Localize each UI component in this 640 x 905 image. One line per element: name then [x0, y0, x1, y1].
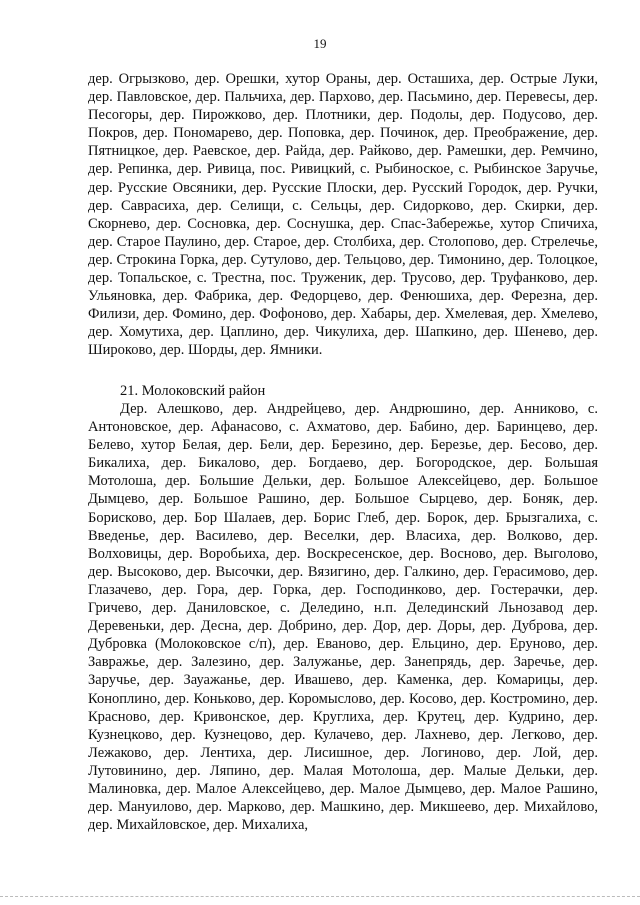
page-number: 19 [313, 36, 327, 51]
section-heading: 21. Молоковский район [120, 383, 266, 399]
settlement-list-paragraph: дер. Огрызково, дер. Орешки, хутор Ораны, дер. Осташиха, дер. Острые Луки, дер. Павловское, дер. Пальчиха, дер. Пархово, дер. Пасьмино, дер. Перевесы, дер. Песогоры, дер. Пирожково, дер. Плотники, дер. Подолы, дер. Подусово, дер. Покров, дер. Пономарево, дер. Поповка, дер. Починок, дер. Преображение, дер. Пятницкое, дер. Раевское, дер. Райда, дер. Райково, дер. Рамешки, дер. Ремчино, дер. Репинка, дер. Ривица, пос. Ривицкий, с. Рыбиноское, с. Рыбинское Заручье, дер. Русские Овсяники, дер. Русские Плоски, дер. Русский Городок, дер. Ручки, дер. Саврасиха, дер. Селищи, с. Сельцы, дер. Сидорково, дер. Скирки, дер. Скорнево, дер. Сосновка, дер. Соснушка, дер. Спас-Забережье, хутор Спичиха, дер. Старое Паулино, дер. Старое, дер. Столбиха, дер. Столопово, дер. Стрелечье, дер. Строкина Горка, дер. Сутулово, дер. Тельцово, дер. Тимонино, дер. Толоцкое, дер. Топальское, с. Трестна, пос. Труженик, дер. Трусово, дер. Труфанково, дер. Ульяновка, дер. Фабрика, дер. Федорцево, дер. Фенюшиха, дер. Ферезна, дер. Филизи, дер. Фомино, дер. Фофоново, дер. Хабары, дер. Хмелевая, дер. Хмелево, дер. Хомутиха, дер. Цаплино, дер. Чикулиха, дер. Шапкино, дер. Шенево, дер. Широково, дер. Шорды, дер. Ямники. [88, 71, 598, 359]
scan-edge-line [0, 896, 640, 897]
settlement-list-paragraph-molokovsky: Дер. Алешково, дер. Андрейцево, дер. Андрюшино, дер. Анниково, с. Антоновское, дер. Афанасово, с. Ахматово, дер. Бабино, дер. Баринцево, дер. Белево, хутор Белая, дер. Бели, дер. Березино, дер. Березье, дер. Бесово, дер. Бикалиха, дер. Бикалово, дер. Богдаево, дер. Богородское, дер. Большая Мотолоша, дер. Большие Дельки, дер. Большое Алексейцево, дер. Большое Дымцево, дер. Большое Рашино, дер. Большое Сырцево, дер. Боняк, дер. Борисково, дер. Бор Шалаев, дер. Борис Глеб, дер. Борок, дер. Брызгалиха, с. Введенье, дер. Василево, дер. Веселки, дер. Власиха, дер. Волково, дер. Волховицы, дер. Воробьиха, дер. Воскресенское, дер. Восново, дер. Выголово, дер. Высоково, дер. Высочки, дер. Вязигино, дер. Галкино, дер. Герасимово, дер. Глазачево, дер. Гора, дер. Горка, дер. Господинково, дер. Гостерачки, дер. Гричево, дер. Даниловское, с. Деледино, н.п. Делединский Льнозавод дер. Деревеньки, дер. Десна, дер. Добрино, дер. Дор, дер. Доры, дер. Дуброва, дер. Дубровка (Молоковское с/п), дер. Еваново, дер. Ельцино, дер. Еруново, дер. Завражье, дер. Залезино, дер. Залужанье, дер. Занепрядь, дер. Заречье, дер. Заручье, дер. Зауажанье, дер. Ивашево, дер. Каменка, дер. Комарицы, дер. Коноплино, дер. Коньково, дер. Коромыслово, дер. Косово, дер. Костромино, дер. Красново, дер. Кривонское, дер. Круглиха, дер. Крутец, дер. Кудрино, дер. Кузнецково, дер. Кузнецово, дер. Кулачево, дер. Лахнево, дер. Легково, дер. Лежаково, дер. Лентиха, дер. Лисишное, дер. Логиново, дер. Лой, дер. Лутовинино, дер. Ляпино, дер. Малая Мотолоша, дер. Малые Дельки, дер. Малиновка, дер. Малое Алексейцево, дер. Малое Дымцево, дер. Малое Рашино, дер. Мануилово, дер. Марково, дер. Машкино, дер. Микшеево, дер. Михайлово, дер. Михайловское, дер. Михалиха, [88, 401, 598, 834]
